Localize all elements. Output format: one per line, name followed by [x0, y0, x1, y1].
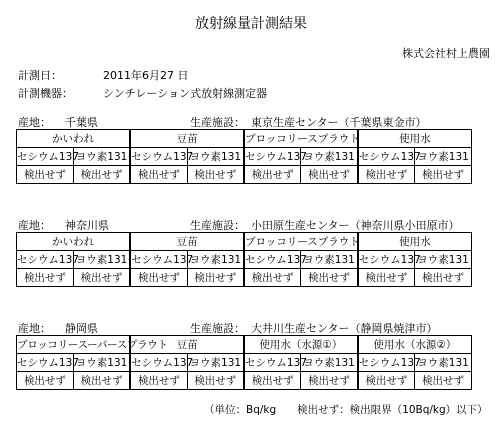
- isotope-cell: ヨウ素131: [415, 251, 472, 269]
- product-header-row: [17, 233, 472, 251]
- isotope-cell: セシウム137: [17, 251, 74, 269]
- isotope-cell: セシウム137: [358, 148, 415, 166]
- isotope-cell: セシウム137: [244, 354, 301, 372]
- isotope-cell: セシウム137: [17, 148, 74, 166]
- result-cell: 検出せず: [244, 166, 301, 184]
- result-cell: 検出せず: [17, 166, 74, 184]
- result-cell: 検出せず: [358, 166, 415, 184]
- site-1-region: 千葉県: [65, 116, 98, 129]
- result-cell: 検出せず: [17, 372, 74, 390]
- result-cell: 検出せず: [358, 372, 415, 390]
- report-title: 放射線量計測結果: [195, 16, 307, 32]
- site-3-region-label: 産地：: [18, 322, 51, 335]
- product-header: 使用水（水源②）: [358, 336, 472, 354]
- isotope-cell: セシウム137: [130, 354, 187, 372]
- isotope-cell: ヨウ素131: [73, 354, 130, 372]
- date-label: 計測日：: [18, 69, 62, 82]
- product-header-row: [17, 130, 472, 148]
- site-2-results-table: [16, 232, 472, 287]
- result-cell: 検出せず: [73, 372, 130, 390]
- isotope-cell: セシウム137: [130, 251, 187, 269]
- isotope-cell: セシウム137: [17, 354, 74, 372]
- product-header: 使用水（水源①）: [244, 336, 358, 354]
- isotope-cell: セシウム137: [244, 251, 301, 269]
- site-1-results-table: [16, 129, 472, 184]
- date-value: 2011年6月27 日: [103, 69, 189, 82]
- result-cell: 検出せず: [358, 269, 415, 287]
- result-row: [17, 269, 472, 287]
- isotope-cell: ヨウ素131: [73, 251, 130, 269]
- site-2-facility-label: 生産施設：: [190, 219, 245, 232]
- isotope-cell: セシウム137: [358, 251, 415, 269]
- product-header-row: [17, 336, 472, 354]
- result-cell: 検出せず: [187, 166, 244, 184]
- site-1-facility-label: 生産施設：: [190, 116, 245, 129]
- result-cell: 検出せず: [187, 269, 244, 287]
- site-3-results-table: [16, 335, 472, 390]
- isotope-cell: ヨウ素131: [415, 354, 472, 372]
- result-cell: 検出せず: [73, 166, 130, 184]
- result-row: [17, 372, 472, 390]
- device-value: シンチレーション式放射線測定器: [103, 87, 268, 100]
- product-header: かいわれ: [17, 130, 131, 148]
- device-label: 計測機器：: [18, 87, 73, 100]
- site-2-facility: 小田原生産センター（神奈川県小田原市）: [251, 219, 460, 232]
- result-row: [17, 166, 472, 184]
- site-3-facility: 大井川生産センター（静岡県焼津市）: [251, 322, 438, 335]
- result-cell: 検出せず: [415, 269, 472, 287]
- result-cell: 検出せず: [73, 269, 130, 287]
- product-header: 使用水: [358, 130, 472, 148]
- product-header: かいわれ: [17, 233, 131, 251]
- isotope-cell: セシウム137: [130, 148, 187, 166]
- site-2-region: 神奈川県: [65, 219, 109, 232]
- product-header: 豆苗: [130, 336, 244, 354]
- isotope-cell: ヨウ素131: [301, 354, 358, 372]
- isotope-cell: セシウム137: [244, 148, 301, 166]
- isotope-cell: セシウム137: [358, 354, 415, 372]
- unit-note: （単位：Bq/kg 検出せず：検出限界（10Bq/kg）以下）: [204, 404, 488, 416]
- isotope-cell: ヨウ素131: [187, 354, 244, 372]
- site-3-facility-label: 生産施設：: [190, 322, 245, 335]
- product-header: ブロッコリースーパースプラウト: [17, 336, 131, 354]
- isotope-cell: ヨウ素131: [415, 148, 472, 166]
- isotope-cell: ヨウ素131: [73, 148, 130, 166]
- result-cell: 検出せず: [301, 269, 358, 287]
- isotope-cell: ヨウ素131: [301, 148, 358, 166]
- product-header: 豆苗: [130, 130, 244, 148]
- isotope-row: [17, 354, 472, 372]
- result-cell: 検出せず: [244, 372, 301, 390]
- result-cell: 検出せず: [130, 166, 187, 184]
- isotope-row: [17, 148, 472, 166]
- result-cell: 検出せず: [17, 269, 74, 287]
- isotope-row: [17, 251, 472, 269]
- result-cell: 検出せず: [415, 372, 472, 390]
- site-1-region-label: 産地：: [18, 116, 51, 129]
- isotope-cell: ヨウ素131: [187, 251, 244, 269]
- isotope-cell: ヨウ素131: [187, 148, 244, 166]
- result-cell: 検出せず: [415, 166, 472, 184]
- product-header: ブロッコリースプラウト: [244, 233, 358, 251]
- product-header: ブロッコリースプラウト: [244, 130, 358, 148]
- site-2-region-label: 産地：: [18, 219, 51, 232]
- site-1-facility: 東京生産センター（千葉県東金市）: [251, 116, 427, 129]
- result-cell: 検出せず: [130, 372, 187, 390]
- result-cell: 検出せず: [301, 372, 358, 390]
- result-cell: 検出せず: [244, 269, 301, 287]
- product-header: 使用水: [358, 233, 472, 251]
- result-cell: 検出せず: [130, 269, 187, 287]
- site-3-region: 静岡県: [65, 322, 98, 335]
- result-cell: 検出せず: [187, 372, 244, 390]
- product-header: 豆苗: [130, 233, 244, 251]
- isotope-cell: ヨウ素131: [301, 251, 358, 269]
- company-name: 株式会社村上農園: [402, 47, 490, 60]
- result-cell: 検出せず: [301, 166, 358, 184]
